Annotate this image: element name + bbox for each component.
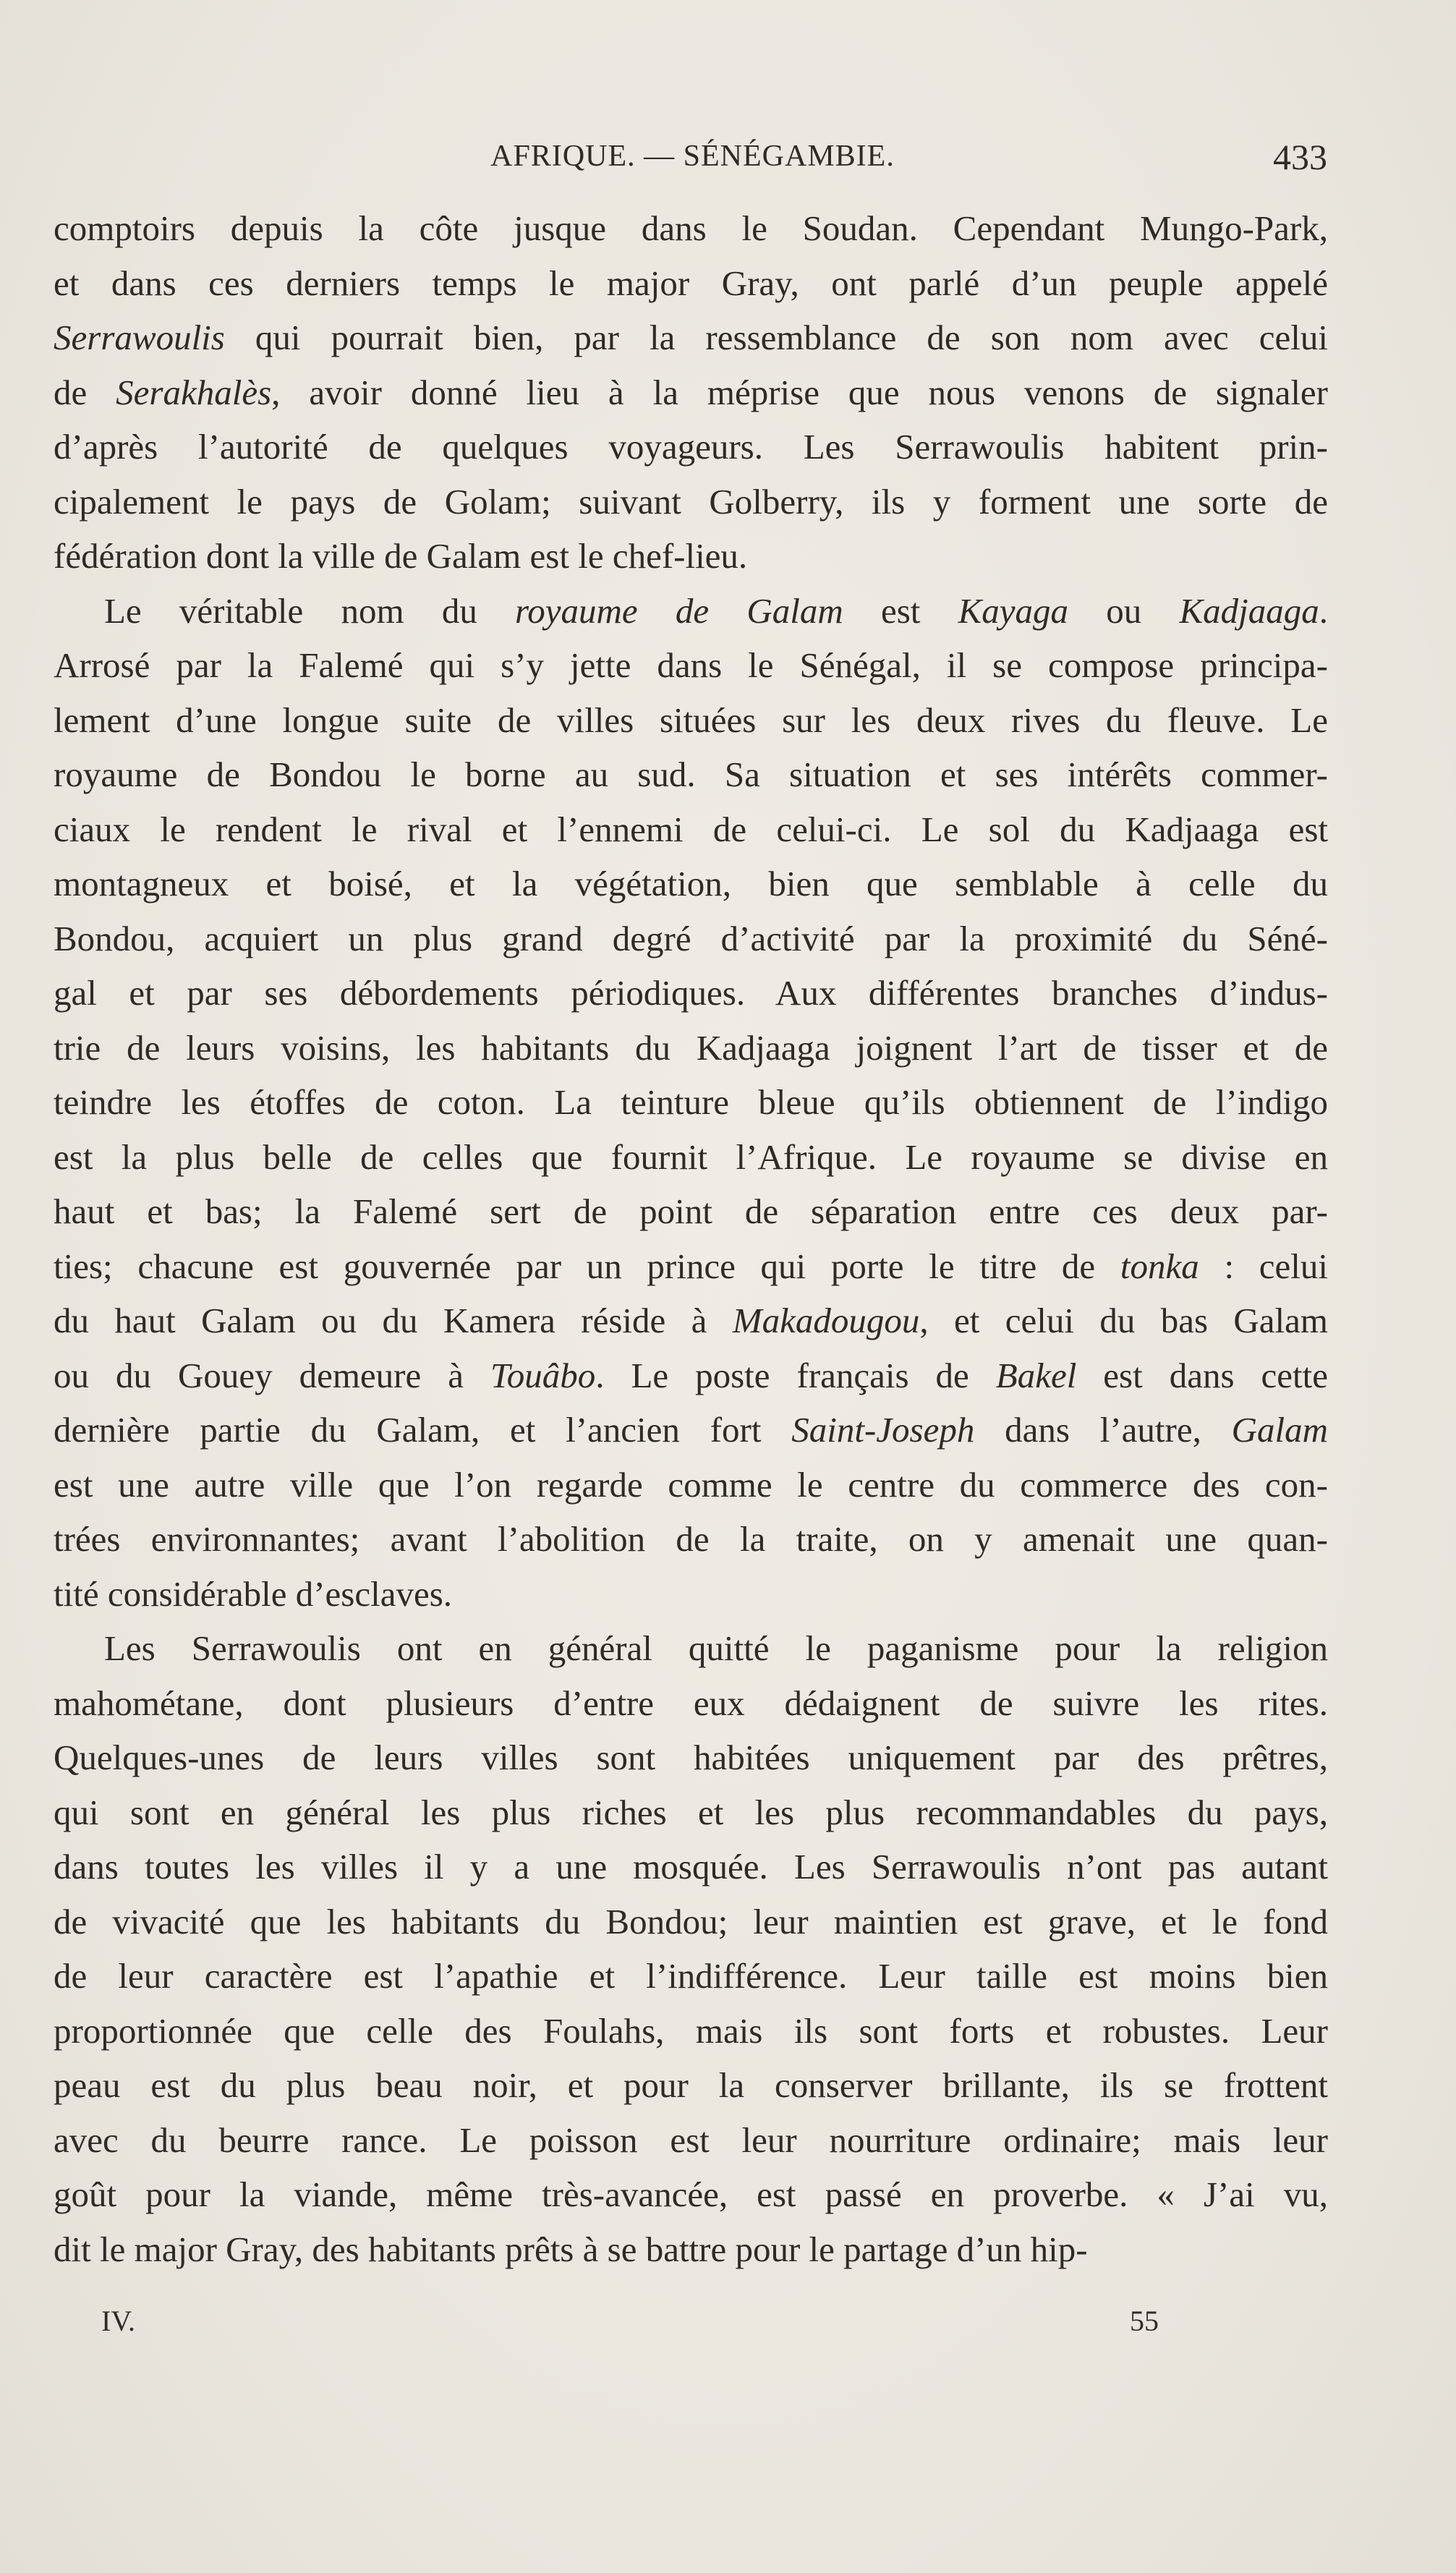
text-line: peau est du plus beau noir, et pour la conserver brillante, ils se frottent — [54, 2065, 1328, 2105]
text-segment: dans l’autre, — [974, 1410, 1232, 1450]
text-line: cipalement le pays de Golam; suivant Golberry, ils y forment une sorte de — [54, 481, 1328, 522]
text-line — [54, 310, 1328, 365]
text-segment: est dans cette — [1076, 1355, 1328, 1395]
text-segment: , et celui du bas Galam — [919, 1301, 1328, 1340]
text-segment: dernière partie du Galam, et l’ancien fort — [54, 1410, 792, 1450]
signature-mark: IV. — [101, 2305, 136, 2337]
text-segment: ties; chacune est gouvernée par un prince qui porte le titre de — [54, 1246, 1120, 1286]
italic-term: Makadougou — [732, 1301, 920, 1340]
italic-term: Saint-Joseph — [791, 1410, 975, 1450]
text-segment: Le véritable nom du — [104, 590, 516, 631]
text-line: proportionnée que celle des Foulahs, mais ils sont forts et robustes. Leur — [54, 2010, 1328, 2051]
italic-term: Bakel — [995, 1355, 1077, 1395]
italic-term: Serrawoulis — [54, 318, 225, 357]
text-segment: : celui — [1199, 1246, 1328, 1286]
body-text — [54, 201, 1328, 2276]
text-segment: ou du Gouey demeure à — [54, 1355, 490, 1395]
text-line: de vivacité que les habitants du Bondou; leur maintien est grave, et le fond — [54, 1901, 1328, 1942]
text-line: Arrosé par la Falemé qui s’y jette dans le Sénégal, il se compose principa- — [54, 645, 1328, 685]
italic-term: Kadjaaga — [1179, 590, 1319, 631]
italic-term: Touâbo — [490, 1355, 596, 1395]
text-line: tité considérable d’esclaves. — [54, 1573, 453, 1614]
text-line: d’après l’autorité de quelques voyageurs. Les Serrawoulis habitent prin- — [54, 427, 1328, 467]
text-line: et dans ces derniers temps le major Gray, ont parlé d’un peuple appelé — [54, 263, 1328, 303]
text-segment: qui pourrait bien, par la ressemblance de son nom avec celui — [224, 318, 1328, 357]
text-line: dit le major Gray, des habitants prêts à se battre pour le partage d’un hip- — [54, 2229, 1088, 2269]
text-line: dans toutes les villes il y a une mosquée. Les Serrawoulis n’ont pas autant — [54, 1847, 1328, 1887]
text-line: trie de leurs voisins, les habitants du Kadjaaga joignent l’art de tisser et de — [54, 1027, 1328, 1068]
text-line — [54, 1348, 1328, 1403]
italic-term: Serakhalès — [116, 372, 272, 412]
text-line: goût pour la viande, même très-avancée, est passé en proverbe. « J’ai vu, — [54, 2174, 1328, 2214]
text-segment: ou — [1068, 590, 1180, 631]
text-segment: est — [843, 590, 958, 631]
text-line — [54, 1293, 1328, 1348]
text-line: Quelques-unes de leurs villes sont habitées uniquement par des prêtres, — [54, 1738, 1328, 1777]
text-segment: . — [1319, 590, 1328, 631]
text-line: comptoirs depuis la côte jusque dans le Soudan. Cependant Mungo-Park, — [54, 208, 1328, 248]
text-line — [54, 1403, 1328, 1458]
running-title: AFRIQUE. — SÉNÉGAMBIE. — [490, 140, 895, 173]
text-line: Les Serrawoulis ont en général quitté le paganisme pour la religion — [104, 1628, 1328, 1668]
text-line: Bondou, acquiert un plus grand degré d’activité par la proximité du Séné- — [54, 918, 1328, 958]
text-segment: . Le poste français de — [595, 1355, 996, 1395]
text-line — [54, 584, 1328, 639]
italic-term: tonka — [1120, 1246, 1199, 1286]
text-line: royaume de Bondou le borne au sud. Sa situation et ses intérêts commer- — [54, 754, 1328, 794]
text-line: lement d’une longue suite de villes situées sur les deux rives du fleuve. Le — [54, 699, 1328, 740]
italic-term: Kayaga — [958, 590, 1069, 631]
text-segment: de — [54, 372, 116, 412]
text-line: gal et par ses débordements périodiques. Aux différentes branches d’indus- — [54, 973, 1328, 1013]
text-line: fédération dont la ville de Galam est le chef-lieu. — [54, 536, 748, 576]
text-line: teindre les étoffes de coton. La teinture bleue qu’ils obtiennent de l’indigo — [54, 1082, 1328, 1122]
text-line: avec du beurre rance. Le poisson est leur nourriture ordinaire; mais leur — [54, 2119, 1328, 2160]
text-segment: , avoir donné lieu à la méprise que nous venons de signaler — [271, 372, 1328, 412]
text-line: trées environnantes; avant l’abolition de la traite, on y amenait une quan- — [54, 1519, 1328, 1559]
italic-term: Galam — [1231, 1410, 1328, 1450]
page-number: 433 — [1273, 137, 1327, 177]
sheet-number: 55 — [1130, 2305, 1159, 2337]
running-head — [58, 139, 1327, 190]
text-line — [54, 1239, 1328, 1294]
text-line: mahométane, dont plusieurs d’entre eux dédaignent de suivre les rites. — [54, 1683, 1328, 1723]
text-line: qui sont en général les plus riches et les plus recommandables du pays, — [54, 1792, 1328, 1832]
text-line: ciaux le rendent le rival et l’ennemi de celui-ci. Le sol du Kadjaaga est — [54, 809, 1328, 849]
text-segment: du haut Galam ou du Kamera réside à — [54, 1301, 733, 1340]
text-line: montagneux et boisé, et la végétation, bien que semblable à celle du — [54, 864, 1328, 903]
text-line: haut et bas; la Falemé sert de point de séparation entre ces deux par- — [54, 1191, 1328, 1231]
text-line — [54, 365, 1328, 420]
italic-term: royaume de Galam — [515, 590, 843, 631]
text-line: de leur caractère est l’apathie et l’indifférence. Leur taille est moins bien — [54, 1956, 1328, 1996]
text-line: est la plus belle de celles que fournit l’Afrique. Le royaume se divise en — [54, 1136, 1328, 1177]
text-line: est une autre ville que l’on regarde comme le centre du commerce des con- — [54, 1464, 1328, 1505]
page-footer — [0, 2304, 1456, 2347]
